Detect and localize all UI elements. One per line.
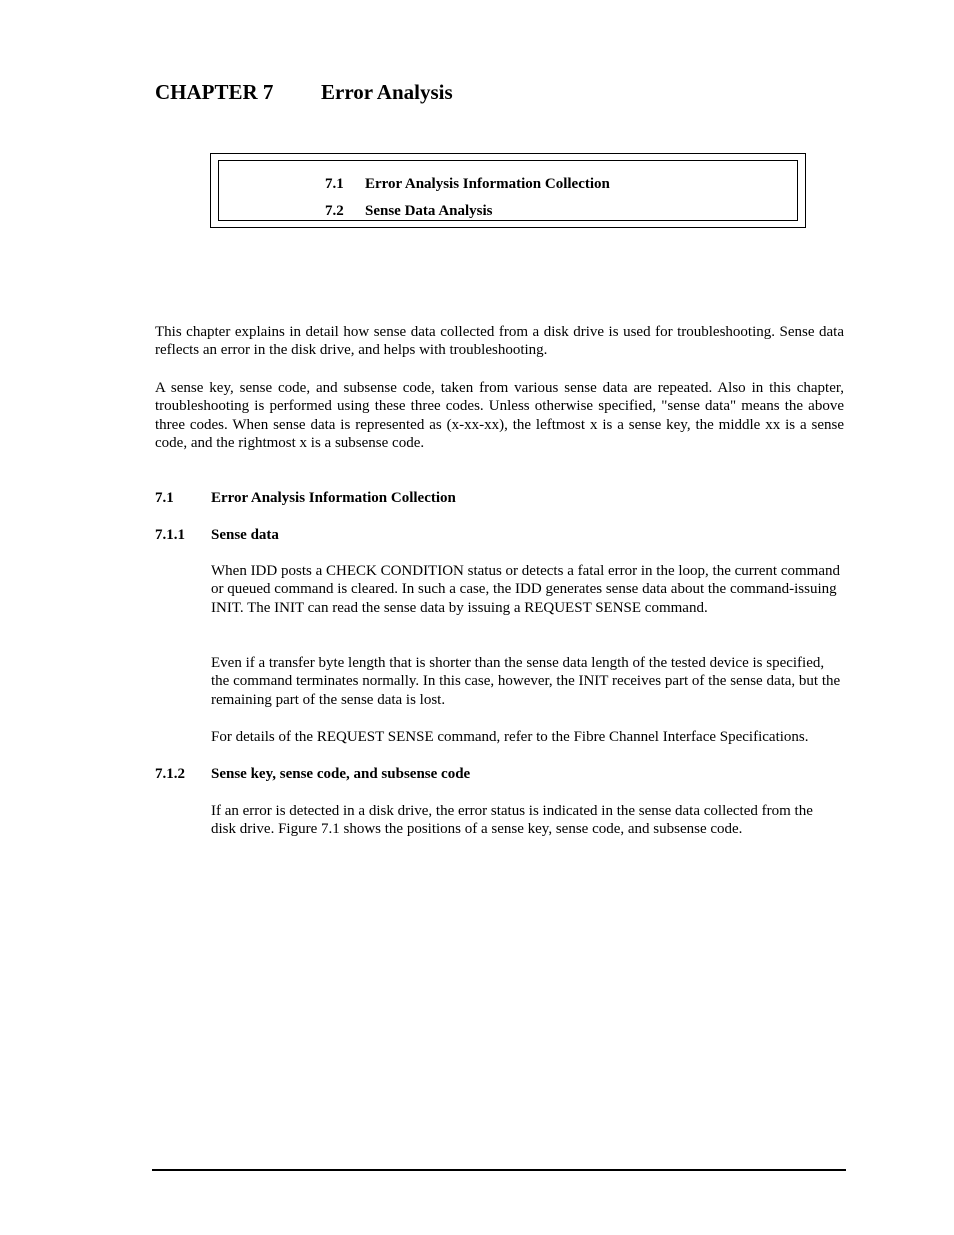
section-number: 7.1.1 [155,527,185,543]
section-title: Error Analysis Information Collection [211,490,456,506]
section-title: Sense key, sense code, and subsense code [211,766,471,782]
section-heading-7-1 [155,489,456,507]
toc-entry-title: Sense Data Analysis [365,203,493,219]
intro-paragraph-1: This chapter explains in detail how sense data collected from a disk drive is used for troubleshooting. Sense data reflects an error in the disk drive, and helps with troubleshooting. [155,324,844,359]
intro-paragraph-2: A sense key, sense code, and subsense code, taken from various sense data are repeated. Also in this chapter, troubleshooting is performed using these three codes. Unless otherwise specified, "sense data" means the above three codes. When sense data is represented as (x-xx-xx), the leftmost x is a sense key, the middle xx is a sense code, and the rightmost x is a subsense code. [155,380,844,452]
toc-entry-number: 7.2 [325,203,344,219]
chapter-number: CHAPTER 7 [155,80,274,104]
chapter-contents-inner-frame [218,160,798,221]
sense-key-paragraph-1: If an error is detected in a disk drive, the error status is indicated in the sense data collected from the disk drive. Figure 7.1 shows the positions of a sense key, sense code, and subsense code. [211,803,813,838]
section-number: 7.1.2 [155,766,185,782]
section-heading-7-1-2 [155,765,470,783]
chapter-name: Error Analysis [321,80,453,104]
sense-data-paragraph-3: For details of the REQUEST SENSE command, refer to the Fibre Channel Interface Specifications. [211,729,809,745]
toc-entry-title: Error Analysis Information Collection [365,176,610,192]
chapter-contents-box [210,153,806,228]
toc-entry [325,175,610,193]
toc-entry [325,202,493,220]
chapter-title [155,78,453,106]
sense-data-paragraph-2: Even if a transfer byte length that is shorter than the sense data length of the tested device is specified, the command terminates normally. In this case, however, the INIT receives part of the sense data, but the remaining part of the sense data is lost. [211,655,841,708]
sense-data-paragraph-1: When IDD posts a CHECK CONDITION status or detects a fatal error in the loop, the current command or queued command is cleared. In such a case, the IDD generates sense data about the command-issuing INIT. The INIT can read the sense data by issuing a REQUEST SENSE command. [211,563,840,616]
section-number: 7.1 [155,490,174,506]
section-heading-7-1-1 [155,526,279,544]
footer-rule [152,1169,846,1171]
toc-entry-number: 7.1 [325,176,344,192]
section-title: Sense data [211,527,279,543]
